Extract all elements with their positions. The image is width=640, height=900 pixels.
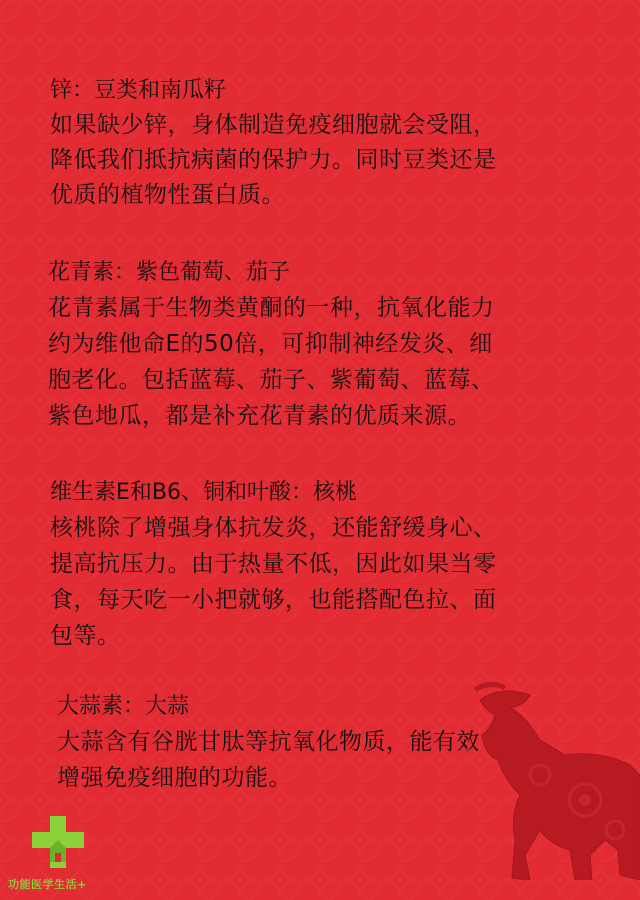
section-heading: 维生素E和B6、铜和叶酸：核桃 — [50, 480, 357, 505]
body-line: 食，每天吃一小把就够，也能搭配色拉、面 — [50, 587, 497, 613]
body-line: 优质的植物性蛋白质。 — [50, 182, 285, 208]
body-line: 大蒜含有谷胱甘肽等抗氧化物质，能有效 — [57, 729, 480, 755]
body-line: 降低我们抵抗病菌的保护力。同时豆类还是 — [50, 147, 497, 173]
section-heading: 花青素：紫色葡萄、茄子 — [48, 260, 291, 285]
body-line: 增强免疫细胞的功能。 — [57, 765, 292, 791]
section-walnut — [50, 476, 640, 654]
section-anthocyanin — [48, 256, 640, 434]
brand-logo — [8, 812, 118, 892]
ox-papercut-icon — [470, 680, 640, 880]
body-line: 花青素属于生物类黄酮的一种，抗氧化能力 — [48, 295, 495, 321]
body-line: 紫色地瓜，都是补充花青素的优质来源。 — [48, 403, 471, 429]
section-heading: 锌：豆类和南瓜籽 — [50, 78, 227, 103]
section-heading: 大蒜素：大蒜 — [57, 694, 190, 719]
body-line: 约为维他命E的50倍，可抑制神经发炎、细 — [48, 331, 493, 357]
green-cross-house-icon — [28, 812, 88, 872]
brand-logo-text: 功能医学生活+ — [8, 878, 87, 891]
body-line: 如果缺少锌，身体制造免疫细胞就会受阻， — [50, 112, 497, 138]
body-line: 提高抗压力。由于热量不低，因此如果当零 — [50, 551, 497, 577]
body-line: 胞老化。包括蓝莓、茄子、紫葡萄、蓝莓、 — [48, 367, 495, 393]
body-line: 核桃除了增强身体抗发炎，还能舒缓身心、 — [50, 515, 497, 541]
body-line: 包等。 — [50, 623, 121, 649]
section-zinc — [50, 74, 640, 213]
